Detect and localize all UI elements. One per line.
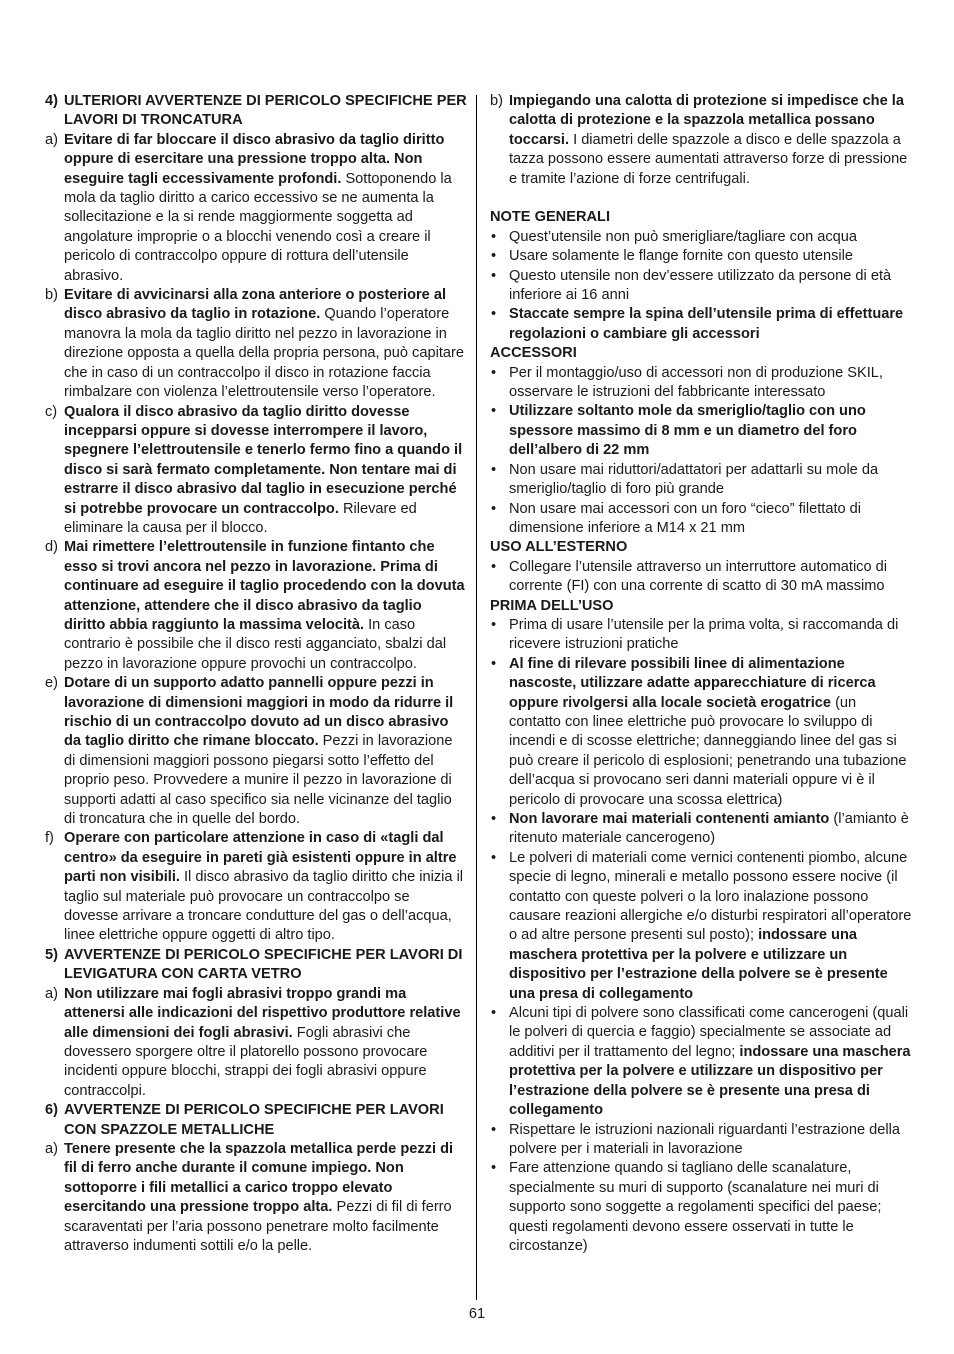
bullet-plain-text: Quest’utensile non può smerigliare/tagliare con acqua <box>509 228 858 245</box>
bullet-icon: • <box>491 1121 497 1138</box>
bullet-item <box>490 461 912 500</box>
bullet-text <box>509 849 912 1004</box>
bullet-item <box>490 228 912 247</box>
bullet-plain-text: Per il montaggio/uso di accessori non di produzione SKIL, osservare le istruzioni del fabbricante interessato <box>509 364 883 401</box>
section-6-heading <box>45 1101 467 1140</box>
section-number: 5) <box>45 946 58 963</box>
bullet-item <box>490 1004 912 1120</box>
bullet-item <box>490 558 912 597</box>
bullet-item <box>490 402 912 460</box>
item-label: e) <box>45 675 58 692</box>
warning-item <box>45 985 467 1101</box>
item-plain-text: Pezzi in lavorazione di dimensioni maggiori possono piegarsi sotto l’effetto del proprio peso. Provvedere a munire il pezzo in lavorazione di supporti adatti al caso specifico sia nelle vicinanze del taglio di troncatura che in quelle del bordo. <box>64 733 453 828</box>
item-label: d) <box>45 539 58 556</box>
bullet-icon: • <box>491 364 497 381</box>
bullet-icon: • <box>491 655 497 672</box>
warning-item <box>45 286 467 402</box>
item-text <box>509 92 912 189</box>
item-label: b) <box>490 93 503 109</box>
bullet-icon: • <box>491 461 497 478</box>
item-text <box>64 674 467 829</box>
page-number: 61 <box>468 1306 486 1322</box>
item-bold-text: Evitare di avvicinarsi alla zona anteriore o posteriore al disco abrasivo da taglio in rotazione. <box>64 287 447 323</box>
bullet-icon: • <box>491 306 497 323</box>
bullet-icon: • <box>491 1160 497 1177</box>
item-bold-text: Impiegando una calotta di protezione si impedisce che la calotta di protezione e la spazzola metallica possano toccarsi. <box>509 93 904 148</box>
item-bold-text: Mai rimettere l’elettroutensile in funzione fintanto che esso si trovi ancora nel pezzo in lavorazione. Prima di continuare ad eseguire il taglio procedendo con la dovuta attenzione, attendere che il disco abrasivo da taglio diritto abbia raggiunto la massima velocità. <box>64 539 465 633</box>
warning-item <box>45 829 467 945</box>
column-divider <box>476 95 477 1300</box>
bullet-plain-text: Usare solamente le flange fornite con questo utensile <box>509 248 853 265</box>
item-plain-text: In caso contrario è possibile che il disco resti agganciato, sbalzi dal pezzo in lavorazione oppure provochi un contraccolpo. <box>64 616 447 672</box>
warning-item <box>45 674 467 829</box>
section-number: 6) <box>45 1102 58 1119</box>
bullet-text <box>509 558 912 597</box>
item-plain-text: Pezzi di fil di ferro scaraventati per l’aria possono penetrare molto facilmente attraverso indumenti sottili e/o la pelle. <box>64 1199 452 1254</box>
bullet-bold-text: indossare una maschera protettiva per la polvere e utilizzare un dispositivo per l’estrazione della polvere se è presente una presa di collegamento <box>509 927 888 1002</box>
bullet-text <box>509 655 912 810</box>
item-text <box>64 538 467 674</box>
bullet-item <box>490 810 912 849</box>
bullet-bold-text: Utilizzare soltanto mole da smeriglio/taglio con uno spessore massimo di 8 mm e un diametro del foro dell’albero di 22 mm <box>509 403 866 459</box>
bullet-item <box>490 305 912 344</box>
bullet-item <box>490 500 912 539</box>
bullet-item <box>490 1159 912 1256</box>
item-text <box>64 131 467 286</box>
bullet-icon: • <box>491 616 497 633</box>
bullet-plain-text: (l’amianto è ritenuto materiale cancerogeno) <box>509 811 909 847</box>
bullet-item <box>490 247 912 266</box>
section-heading: NOTE GENERALI <box>490 209 610 226</box>
bullet-text <box>509 1159 912 1256</box>
item-bold-text: Non utilizzare mai fogli abrasivi troppo grandi ma attenersi alle indicazioni del rispettivo produttore relative alle dimensioni dei fogli abrasivi. <box>64 985 461 1041</box>
bullet-icon: • <box>491 558 497 575</box>
bullet-plain-text: Questo utensile non dev’essere utilizzato da persone di età inferiore ai 16 anni <box>509 267 892 304</box>
bullet-plain-text: Rispettare le istruzioni nazionali riguardanti l’estrazione della polvere per i materiali in lavorazione <box>509 1121 900 1157</box>
bullet-text <box>509 1004 912 1120</box>
section-heading: ACCESSORI <box>490 345 577 362</box>
warning-item <box>45 1140 467 1256</box>
bullet-text <box>509 810 912 849</box>
bullet-icon: • <box>491 267 497 284</box>
bullet-icon: • <box>491 403 497 420</box>
item-label: b) <box>45 287 58 304</box>
bullet-plain-text: Non usare mai accessori con un foro “cieco” filettato di dimensione inferiore a M14 x 21 mm <box>509 500 862 536</box>
bullet-text <box>509 305 912 344</box>
bullet-text <box>509 1121 912 1160</box>
warning-item <box>45 403 467 539</box>
item-label: f) <box>45 830 54 847</box>
bullet-bold-text: Staccate sempre la spina dell’utensile prima di effettuare regolazioni o cambiare gli accessori <box>509 306 904 342</box>
bullet-item <box>490 267 912 306</box>
section-number: 4) <box>45 93 58 109</box>
item-plain-text: Sottoponendo la mola da taglio diritto a carico eccessivo se ne aumenta la sollecitazione e la si rende maggiormente soggetta ad angolature improprie o a blocchi venendo così a creare il pericolo di contraccolpo oppure di rottura dell’utensile abrasivo. <box>64 170 452 284</box>
bullet-plain-text: Alcuni tipi di polvere sono classificati come cancerogeni (quali le polveri di quercia e faggio) specialmente se associate ad additivi per il trattamento del legno; <box>509 1005 909 1060</box>
section-heading: USO ALL’ESTERNO <box>490 539 628 556</box>
bullet-item <box>490 1121 912 1160</box>
item-label: a) <box>45 985 58 1002</box>
section-title: AVVERTENZE DI PERICOLO SPECIFICHE PER LAVORI DI LEVIGATURA CON CARTA VETRO <box>64 946 463 983</box>
bullet-text <box>509 228 912 247</box>
bullet-plain-text: (un contatto con linee elettriche può provocare lo sviluppo di incendi e di scosse elettriche; danneggiando linee del gas si può creare il pericolo di esplosioni; penetrando una tubazione dell’acqua si provocano seri danni materiali oppure vi è il pericolo di provocare una scossa elettrica) <box>509 694 907 808</box>
bullet-text <box>509 402 912 460</box>
item-bold-text: Operare con particolare attenzione in caso di «tagli dal centro» da eseguire in pareti già esistenti oppure in altre parti non visibili. <box>64 830 457 886</box>
bullet-text <box>509 461 912 500</box>
bullet-plain-text: Non usare mai riduttori/adattatori per adattarli su mole da smeriglio/taglio di foro più grande <box>509 461 879 498</box>
warning-item <box>490 92 912 189</box>
warning-item <box>45 538 467 674</box>
bullet-plain-text: Le polveri di materiali come vernici contenenti piombo, alcune specie di legno, minerali e metallo possono essere nocive (il contatto con queste polveri o la loro inalazione possono causare reazioni allergiche e/o disturbi respiratori all’operatore o ad altre persone presenti sul posto); <box>509 849 912 944</box>
section-heading: PRIMA DELL’USO <box>490 597 614 614</box>
bullet-item <box>490 849 912 1004</box>
section-title: AVVERTENZE DI PERICOLO SPECIFICHE PER LAVORI CON SPAZZOLE METALLICHE <box>64 1102 444 1138</box>
item-plain-text: Il disco abrasivo da taglio diritto che inizia il taglio sul materiale può provocare un contraccolpo se dovesse arrivare a troncare condutture del gas o dell’acqua, linee elettriche oppure oggetti di altro tipo. <box>64 869 464 944</box>
item-plain-text: Quando l’operatore manovra la mola da taglio diritto nel pezzo in lavorazione in direzione opposta a quella della propria persona, può capitare che in caso di un contraccolpo il disco in rotazione faccia rimbalzare con violenza l’elettroutensile verso l’operatore. <box>64 306 464 401</box>
bullet-icon: • <box>491 811 497 828</box>
section-4-heading <box>45 92 467 131</box>
item-text <box>64 985 467 1101</box>
right-column <box>490 92 912 1256</box>
item-bold-text: Evitare di far bloccare il disco abrasivo da taglio diritto oppure di esercitare una pressione troppo alta. Non eseguire tagli eccessivamente profondi. <box>64 131 445 187</box>
bullet-bold-text: Al fine di rilevare possibili linee di alimentazione nascoste, utilizzare adatte apparecchiature di ricerca oppure rivolgersi alla locale società erogatrice <box>509 655 876 711</box>
bullet-item <box>490 616 912 655</box>
item-bold-text: Tenere presente che la spazzola metallica perde pezzi di fil di ferro anche durante il comune impiego. Non sottoporre i fili metallici a carico troppo elevato esercitando una pressione troppo alta. <box>64 1140 454 1216</box>
item-label: a) <box>45 131 58 148</box>
bullet-text <box>509 267 912 306</box>
bullet-text <box>509 247 912 266</box>
bullet-text <box>509 364 912 403</box>
spacer <box>490 189 912 208</box>
item-label: a) <box>45 1140 58 1157</box>
bullet-plain-text: Collegare l’utensile attraverso un interruttore automatico di corrente (FI) con una corrente di scatto di 30 mA massimo <box>509 558 888 595</box>
warning-item <box>45 131 467 286</box>
bullet-item <box>490 364 912 403</box>
item-bold-text: Dotare di un supporto adatto pannelli oppure pezzi in lavorazione di dimensioni maggiori in modo da ridurre il rischio di un contraccolpo dovuto ad un disco abrasivo da taglio diritto che rimane bloccato. <box>64 675 454 750</box>
item-label: c) <box>45 403 58 420</box>
item-plain-text: Fogli abrasivi che dovessero sporgere oltre il platorello possono provocare incidenti oppure blocchi, strappi dei fogli abrasivi oppure contraccolpi. <box>64 1024 428 1099</box>
bullet-bold-text: Non lavorare mai materiali contenenti amianto <box>509 811 830 828</box>
item-plain-text: Rilevare ed eliminare la causa per il blocco. <box>64 500 417 536</box>
bullet-icon: • <box>491 1005 497 1022</box>
bullet-bold-text: indossare una maschera protettiva per la polvere e utilizzare un dispositivo per l’estrazione della polvere se è presente una presa di collegamento <box>509 1043 911 1119</box>
item-text <box>64 1140 467 1256</box>
section-title: ULTERIORI AVVERTENZE DI PERICOLO SPECIFICHE PER LAVORI DI TRONCATURA <box>64 93 467 129</box>
item-plain-text: I diametri delle spazzole a disco e delle spazzola a tazza possono essere aumentati attraverso forze di pressione e tramite l’azione di forze centrifugali. <box>509 131 908 187</box>
item-bold-text: Qualora il disco abrasivo da taglio diritto dovesse incepparsi oppure si dovesse interrompere il lavoro, spegnere l’elettroutensile e tenerlo fermo fino a quando il disco si sarà fermato completamente. Non tentare mai di estrarre il disco abrasivo dal taglio in esecuzione perché si potrebbe provocare un contraccolpo. <box>64 403 463 517</box>
item-text <box>64 829 467 945</box>
item-text <box>64 286 467 402</box>
bullet-plain-text: Prima di usare l’utensile per la prima volta, si raccomanda di ricevere istruzioni pratiche <box>509 616 899 653</box>
bullet-icon: • <box>491 849 497 866</box>
bullet-icon: • <box>491 228 497 245</box>
item-text <box>64 403 467 539</box>
left-column <box>45 92 467 1256</box>
bullet-icon: • <box>491 248 497 265</box>
bullet-plain-text: Fare attenzione quando si tagliano delle scanalature, specialmente su muri di supporto (scanalature nei muri di supporto sono soggette a regolamenti specifici del paese; questi regolamenti devono essere osservati in tutte le circostanze) <box>509 1160 882 1254</box>
bullet-text <box>509 616 912 655</box>
bullet-text <box>509 500 912 539</box>
bullet-icon: • <box>491 500 497 517</box>
bullet-item <box>490 655 912 810</box>
section-5-heading <box>45 946 467 985</box>
